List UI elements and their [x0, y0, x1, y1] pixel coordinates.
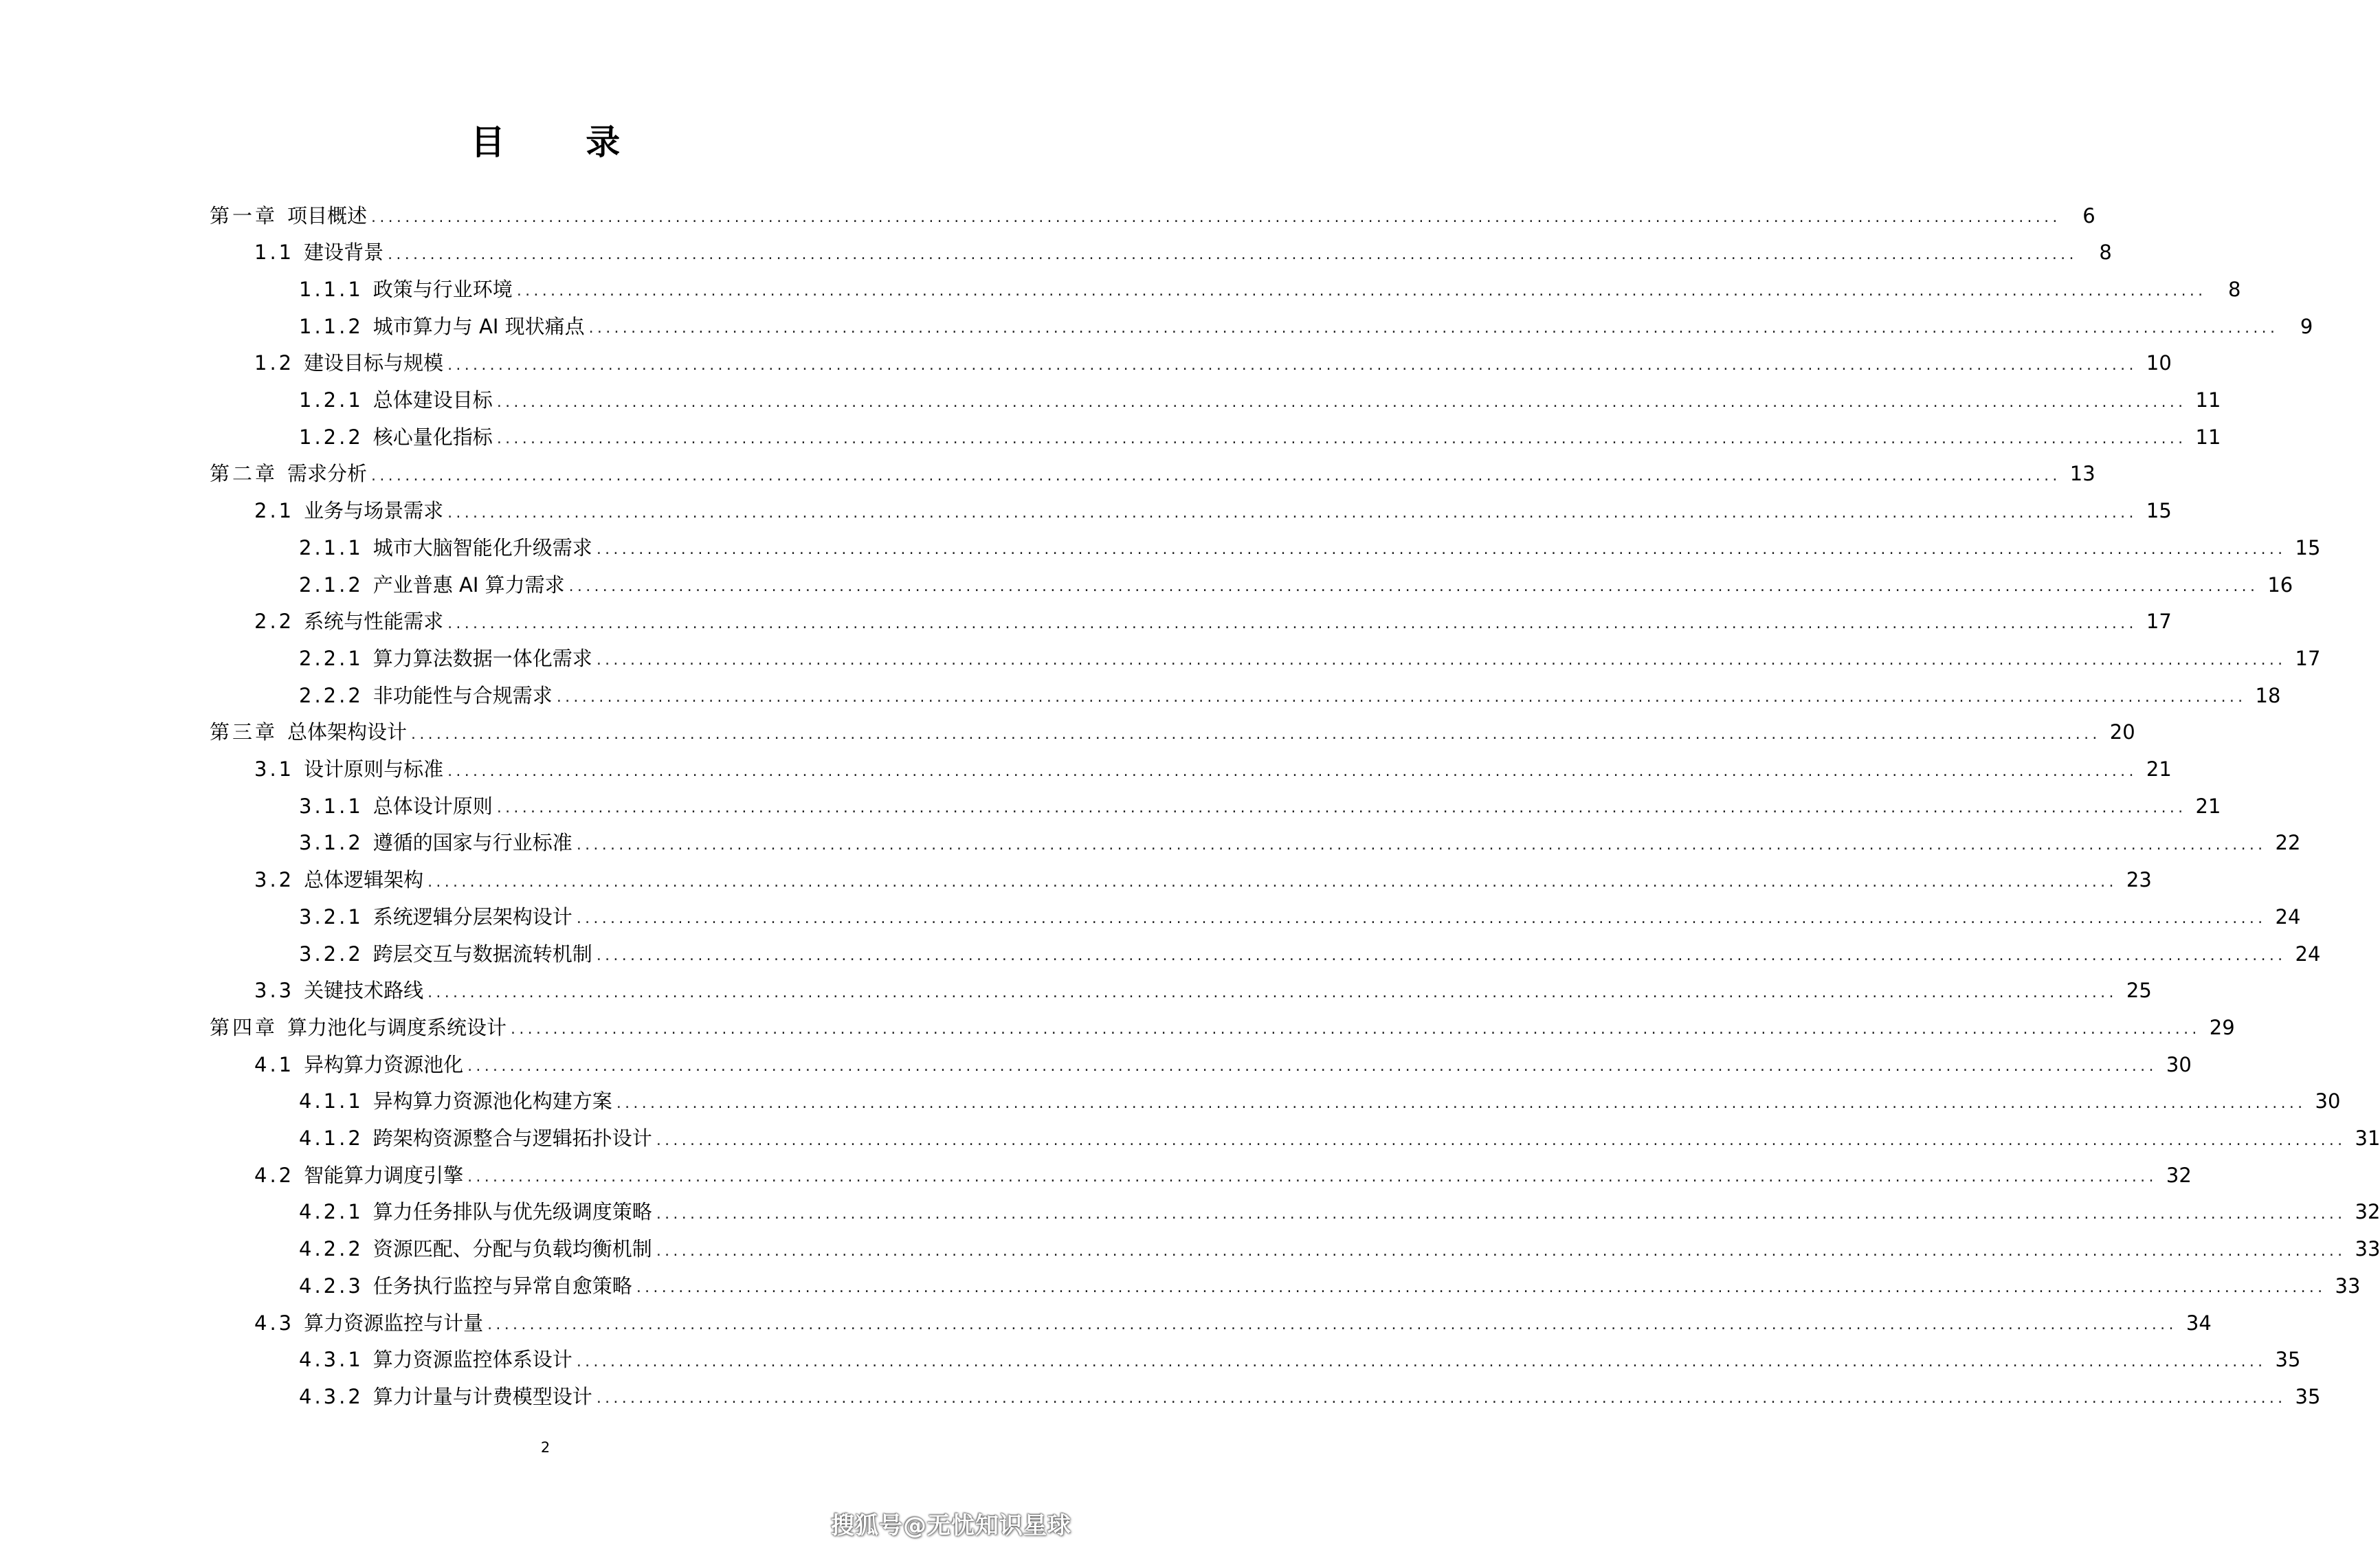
toc-entry-title: 跨架构资源整合与逻辑拓扑设计: [372, 1126, 652, 1150]
toc-entry-title: 业务与场景需求: [304, 499, 444, 523]
toc-dot-leader: ........................................................................................................................................................................................................: [487, 1316, 2177, 1333]
toc-entry-number: 4.3: [254, 1311, 295, 1335]
toc-entry-number: 4.2.2: [299, 1237, 364, 1261]
toc-entry-title: 建设目标与规模: [304, 351, 444, 375]
toc-dot-leader: ........................................................................................................................................................................................................: [447, 762, 2137, 780]
toc-entry[interactable]: [299, 1234, 2380, 1265]
toc-entry[interactable]: [299, 274, 2241, 304]
toc-entry-title: 建设背景: [304, 241, 384, 265]
toc-entry-title: 总体建设目标: [372, 388, 493, 412]
toc-dot-leader: ........................................................................................................................................................................................................: [596, 652, 2287, 669]
toc-entry-page: 33: [2355, 1237, 2380, 1261]
toc-entry[interactable]: [254, 1308, 2212, 1338]
toc-entry-number: 3.1: [254, 757, 295, 781]
toc-entry-number: 3.1.1: [299, 794, 364, 818]
toc-entry-title: 算力算法数据一体化需求: [372, 646, 592, 670]
toc-entry-page: 32: [2166, 1163, 2192, 1187]
toc-entry-title: 算力池化与调度系统设计: [287, 1015, 507, 1039]
toc-entry-title: 需求分析: [287, 462, 368, 486]
toc-dot-leader: ........................................................................................................................................................................................................: [371, 467, 2061, 485]
toc-entry-number: 3.3: [254, 979, 295, 1003]
toc-entry-page: 20: [2109, 720, 2135, 744]
toc-entry-title: 算力资源监控与计量: [304, 1311, 484, 1335]
toc-dot-leader: ........................................................................................................................................................................................................: [447, 356, 2137, 374]
watermark: 搜狐号@无忧知识星球: [831, 1512, 1071, 1540]
toc-entry-number: 1.1.1: [299, 277, 364, 301]
toc-entry[interactable]: [254, 976, 2152, 1006]
toc-entry-page: 33: [2335, 1274, 2361, 1298]
toc-entry-title: 算力计量与计费模型设计: [372, 1384, 592, 1408]
toc-entry-page: 8: [2228, 277, 2241, 301]
toc-entry-page: 23: [2126, 868, 2152, 892]
toc-entry-page: 17: [2146, 610, 2172, 634]
toc-entry-title: 异构算力资源池化构建方案: [372, 1089, 612, 1113]
toc-entry[interactable]: [254, 1160, 2192, 1190]
toc-entry[interactable]: [254, 496, 2172, 526]
toc-entry-title: 政策与行业环境: [372, 277, 513, 301]
toc-entry-page: 25: [2126, 979, 2152, 1003]
toc-dot-leader: ........................................................................................................................................................................................................: [447, 614, 2137, 632]
toc-dot-leader: ........................................................................................................................................................................................................: [516, 282, 2207, 300]
toc-entry-number: 第二章: [210, 462, 278, 486]
toc-entry-number: 4.1.2: [299, 1126, 364, 1150]
toc-entry-number: 4.3.1: [299, 1348, 364, 1372]
toc-entry-number: 1.2.2: [299, 425, 364, 449]
toc-entry[interactable]: [254, 238, 2112, 268]
toc-entry-number: 3.1.2: [299, 831, 364, 855]
toc-entry-page: 30: [2166, 1052, 2192, 1076]
toc-entry[interactable]: [210, 718, 2135, 748]
toc-entry-page: 10: [2146, 351, 2172, 375]
toc-entry-number: 第四章: [210, 1015, 278, 1039]
toc-entry-number: 4.2.3: [299, 1274, 364, 1298]
toc-entry-page: 21: [2195, 794, 2221, 818]
toc-entry[interactable]: [299, 828, 2301, 858]
toc-entry-number: 1.1.2: [299, 314, 364, 338]
toc-entry-page: 35: [2295, 1384, 2321, 1408]
toc-entry[interactable]: [299, 1271, 2361, 1301]
toc-entry-title: 设计原则与标准: [304, 757, 444, 781]
toc-entry-title: 产业普惠 AI 算力需求: [372, 573, 565, 597]
toc-entry-number: 2.2: [254, 610, 295, 634]
toc-entry-page: 29: [2209, 1015, 2235, 1039]
toc-dot-leader: ........................................................................................................................................................................................................: [576, 910, 2267, 928]
toc-dot-leader: ........................................................................................................................................................................................................: [656, 1205, 2346, 1223]
toc-entry-page: 21: [2146, 757, 2172, 781]
toc-entry-number: 4.2: [254, 1163, 295, 1187]
toc-dot-leader: ........................................................................................................................................................................................................: [656, 1242, 2346, 1260]
toc-entry-page: 9: [2300, 314, 2313, 338]
toc-dot-leader: ........................................................................................................................................................................................................: [388, 245, 2078, 263]
toc-entry[interactable]: [210, 459, 2095, 489]
toc-dot-leader: ........................................................................................................................................................................................................: [568, 578, 2259, 595]
toc-entry-number: 3.2: [254, 868, 295, 892]
toc-entry[interactable]: [299, 791, 2221, 821]
toc-entry[interactable]: [299, 1381, 2321, 1412]
toc-entry[interactable]: [299, 939, 2321, 969]
toc-dot-leader: ........................................................................................................................................................................................................: [411, 725, 2101, 743]
toc-entry-number: 3.2.2: [299, 942, 364, 966]
toc-entry-page: 24: [2275, 904, 2301, 929]
toc-entry[interactable]: [299, 680, 2281, 711]
toc-entry-number: 4.1: [254, 1052, 295, 1076]
toc-dot-leader: ........................................................................................................................................................................................................: [467, 1058, 2157, 1076]
toc-entry-page: 8: [2099, 241, 2112, 265]
page-title: 目 录: [470, 122, 655, 162]
toc-entry-title: 智能算力调度引擎: [304, 1163, 464, 1187]
toc-entry[interactable]: [299, 1345, 2301, 1375]
toc-entry-title: 总体架构设计: [287, 720, 408, 744]
toc-entry[interactable]: [299, 1197, 2380, 1228]
toc-entry-page: 32: [2355, 1200, 2380, 1224]
toc-entry-number: 1.1: [254, 241, 295, 265]
toc-entry-page: 30: [2315, 1089, 2341, 1113]
toc-entry-number: 2.1: [254, 499, 295, 523]
toc-entry[interactable]: [299, 422, 2221, 452]
toc-entry-page: 34: [2186, 1311, 2212, 1335]
toc-entry-number: 3.2.1: [299, 904, 364, 929]
toc-dot-leader: ........................................................................................................................................................................................................: [576, 1353, 2267, 1370]
toc-entry[interactable]: [210, 1012, 2235, 1043]
toc-entry-page: 6: [2082, 203, 2095, 227]
toc-entry-title: 核心量化指标: [372, 425, 493, 449]
toc-dot-leader: ........................................................................................................................................................................................................: [496, 799, 2187, 817]
toc-entry-title: 总体设计原则: [372, 794, 493, 818]
toc-entry-number: 4.2.1: [299, 1200, 364, 1224]
toc-entry-number: 1.2: [254, 351, 295, 375]
toc-entry-page: 11: [2195, 388, 2221, 412]
toc-entry-number: 4.3.2: [299, 1384, 364, 1408]
toc-entry[interactable]: [299, 1124, 2380, 1154]
toc-entry[interactable]: [299, 570, 2293, 600]
toc-entry-title: 遵循的国家与行业标准: [372, 831, 572, 855]
toc-entry-number: 1.2.1: [299, 388, 364, 412]
toc-entry-title: 项目概述: [287, 203, 368, 227]
toc-entry[interactable]: [299, 643, 2321, 674]
toc-dot-leader: ........................................................................................................................................................................................................: [588, 320, 2279, 337]
toc-dot-leader: ........................................................................................................................................................................................................: [496, 393, 2187, 411]
toc-entry[interactable]: [299, 386, 2221, 416]
toc-entry-title: 非功能性与合规需求: [372, 683, 553, 707]
toc-entry-page: 13: [2069, 462, 2095, 486]
page-number: 2: [540, 1439, 550, 1456]
toc-dot-leader: ........................................................................................................................................................................................................: [596, 1390, 2287, 1408]
toc-entry-page: 11: [2195, 425, 2221, 449]
toc-entry[interactable]: [254, 755, 2172, 785]
toc-entry[interactable]: [299, 533, 2321, 563]
toc-entry-page: 15: [2146, 499, 2172, 523]
toc-dot-leader: ........................................................................................................................................................................................................: [636, 1279, 2326, 1297]
toc-entry-title: 总体逻辑架构: [304, 868, 424, 892]
toc-entry[interactable]: [254, 348, 2172, 379]
toc-dot-leader: ........................................................................................................................................................................................................: [596, 541, 2287, 559]
toc-dot-leader: ........................................................................................................................................................................................................: [596, 947, 2287, 964]
toc-dot-leader: ........................................................................................................................................................................................................: [576, 836, 2267, 854]
toc-entry-title: 异构算力资源池化: [304, 1052, 464, 1076]
toc-entry-title: 关键技术路线: [304, 979, 424, 1003]
toc-entry-page: 18: [2255, 683, 2281, 707]
toc-entry[interactable]: [254, 865, 2152, 896]
toc-entry-number: 2.2.2: [299, 683, 364, 707]
toc-entry[interactable]: [254, 1050, 2192, 1080]
toc-entry-title: 跨层交互与数据流转机制: [372, 942, 592, 966]
toc-entry-page: 15: [2295, 535, 2321, 559]
toc-entry-page: 31: [2355, 1126, 2380, 1150]
toc-dot-leader: ........................................................................................................................................................................................................: [556, 689, 2247, 707]
toc-dot-leader: ........................................................................................................................................................................................................: [616, 1094, 2306, 1112]
toc-entry-page: 35: [2275, 1348, 2301, 1372]
toc-dot-leader: ........................................................................................................................................................................................................: [447, 504, 2137, 522]
toc-entry[interactable]: [299, 1087, 2341, 1117]
toc-dot-leader: ........................................................................................................................................................................................................: [467, 1168, 2157, 1186]
toc-dot-leader: ........................................................................................................................................................................................................: [511, 1021, 2201, 1039]
toc-entry[interactable]: [299, 311, 2313, 342]
toc-entry-number: 第一章: [210, 203, 278, 227]
toc-entry-page: 16: [2267, 573, 2293, 597]
toc-entry-title: 系统与性能需求: [304, 610, 444, 634]
toc-entry[interactable]: [254, 607, 2172, 637]
toc-entry-title: 算力任务排队与优先级调度策略: [372, 1200, 652, 1224]
toc-dot-leader: ........................................................................................................................................................................................................: [496, 430, 2187, 448]
toc-entry-page: 22: [2275, 831, 2301, 855]
toc-entry-number: 2.1.2: [299, 573, 364, 597]
toc-entry-page: 24: [2295, 942, 2321, 966]
toc-entry-title: 城市算力与 AI 现状痛点: [372, 314, 585, 338]
toc-entry-page: 17: [2295, 646, 2321, 670]
toc-dot-leader: ........................................................................................................................................................................................................: [371, 209, 2061, 226]
toc-entry-title: 资源匹配、分配与负载均衡机制: [372, 1237, 652, 1261]
toc-entry-title: 任务执行监控与异常自愈策略: [372, 1274, 632, 1298]
toc-entry-title: 系统逻辑分层架构设计: [372, 904, 572, 929]
toc-dot-leader: ........................................................................................................................................................................................................: [427, 984, 2117, 1001]
toc-entry-title: 城市大脑智能化升级需求: [372, 535, 592, 559]
toc-dot-leader: ........................................................................................................................................................................................................: [427, 873, 2117, 891]
toc-entry-number: 2.1.1: [299, 535, 364, 559]
toc-entry-number: 4.1.1: [299, 1089, 364, 1113]
toc-entry-title: 算力资源监控体系设计: [372, 1348, 572, 1372]
toc-entry-number: 第三章: [210, 720, 278, 744]
toc-dot-leader: ........................................................................................................................................................................................................: [656, 1131, 2346, 1149]
toc-entry-number: 2.2.1: [299, 646, 364, 670]
toc-entry[interactable]: [210, 201, 2095, 231]
toc-entry[interactable]: [299, 902, 2301, 932]
